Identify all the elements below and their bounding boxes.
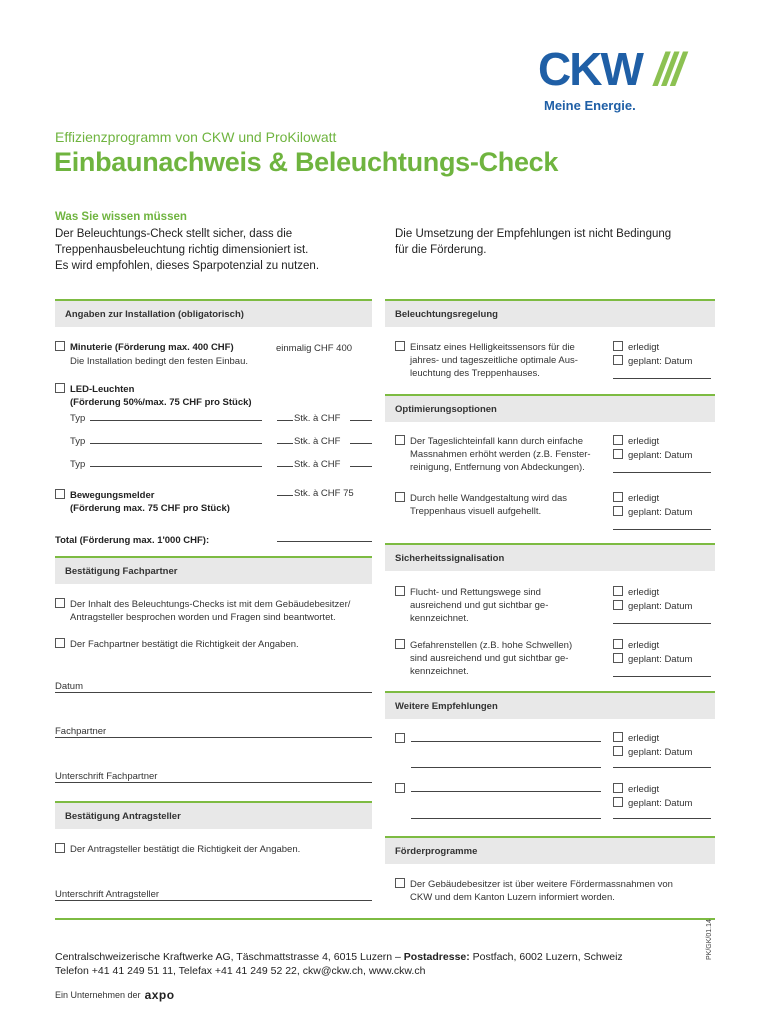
- led-label-1: LED-Leuchten: [70, 384, 135, 395]
- security-text: ausreichend und gut sichtbar ge-: [410, 600, 549, 611]
- datum-label: Datum: [55, 681, 83, 692]
- signature-applicant-label: Unterschrift Antragsteller: [55, 889, 160, 900]
- section-installation-title: Angaben zur Installation (obligatorisch): [65, 308, 244, 320]
- optimization-text: reinigung, Entfernung von Abdeckungen).: [410, 462, 585, 473]
- security-checkbox-1[interactable]: [395, 586, 405, 596]
- ckw-logo-letters: CKW: [538, 43, 642, 95]
- typ-label: Typ: [70, 459, 86, 470]
- footer-company-text: Ein Unternehmen der: [55, 989, 141, 1000]
- signature-partner-label: Unterschrift Fachpartner: [55, 771, 158, 782]
- status-geplant: [613, 506, 692, 519]
- section-optimization-title: Optimierungsoptionen: [395, 403, 497, 415]
- fachpartner-label: Fachpartner: [55, 726, 107, 737]
- geplant-checkbox[interactable]: [613, 653, 623, 663]
- security-text: Gefahrenstellen (z.B. hohe Schwellen): [410, 640, 573, 651]
- total-label: Total (Förderung max. 1'000 CHF):: [55, 535, 210, 546]
- geplant-label: geplant: Datum: [628, 507, 693, 518]
- section-applicant-header: [55, 801, 372, 829]
- status-erledigt: [613, 586, 659, 599]
- status-erledigt: [613, 341, 659, 354]
- optimization-item-2: [395, 492, 567, 518]
- motion-stk-input[interactable]: [277, 495, 293, 496]
- regulation-text: jahres- und tageszeitliche optimale Aus-: [410, 355, 578, 366]
- footer-postal-label: Postadresse:: [403, 951, 470, 963]
- axpo-logo: axpo: [144, 988, 175, 1002]
- applicant-check: [55, 843, 300, 856]
- page-title: Einbaunachweis & Beleuchtungs-Check: [54, 147, 559, 177]
- intro-left-text: [55, 226, 319, 274]
- more-checkbox-1[interactable]: [395, 733, 405, 743]
- led-label-2: (Förderung 50%/max. 75 CHF pro Stück): [70, 397, 252, 408]
- led-checkbox[interactable]: [55, 383, 65, 393]
- partner-check-1-text: Antragsteller besprochen worden und Fragen sind beantwortet.: [70, 612, 336, 623]
- section-applicant-title: Bestätigung Antragsteller: [65, 810, 181, 822]
- more-input[interactable]: [411, 791, 601, 792]
- footer-address: [55, 950, 623, 978]
- section-funding-title: Förderprogramme: [395, 845, 478, 857]
- chf-input[interactable]: [350, 466, 372, 467]
- erledigt-checkbox[interactable]: [613, 639, 623, 649]
- minuterie-checkbox[interactable]: [55, 341, 65, 351]
- regulation-item: [395, 341, 578, 380]
- status-erledigt: [613, 492, 659, 505]
- stk-label: Stk. à CHF: [294, 436, 341, 447]
- typ-label: Typ: [70, 413, 86, 424]
- security-item-2: [395, 639, 572, 678]
- intro-right-line: für die Förderung.: [395, 244, 487, 256]
- funding-text: Der Gebäudebesitzer ist über weitere Fördermassnahmen von: [410, 879, 673, 890]
- applicant-check-text: Der Antragsteller bestätigt die Richtigkeit der Angaben.: [70, 844, 301, 855]
- security-item-1: [395, 586, 548, 625]
- section-optimization-header: [385, 394, 715, 422]
- total-input[interactable]: [277, 541, 372, 542]
- erledigt-checkbox[interactable]: [613, 732, 623, 742]
- partner-check-2: [55, 638, 299, 651]
- geplant-label: geplant: Datum: [628, 654, 693, 665]
- optimization-text: Treppenhaus visuell aufgehellt.: [410, 506, 542, 517]
- motion-label-2: (Förderung max. 75 CHF pro Stück): [70, 503, 230, 514]
- status-geplant: [613, 449, 692, 462]
- status-erledigt: [613, 732, 659, 745]
- geplant-date-input[interactable]: [613, 767, 711, 768]
- typ-input[interactable]: [90, 466, 262, 467]
- intro-left-line: Der Beleuchtungs-Check stellt sicher, dass die: [55, 228, 293, 240]
- geplant-date-input[interactable]: [613, 818, 711, 819]
- status-geplant: [613, 653, 692, 666]
- section-partner-title: Bestätigung Fachpartner: [65, 565, 178, 577]
- geplant-label: geplant: Datum: [628, 601, 693, 612]
- intro-right-text: [395, 226, 671, 258]
- security-text: Flucht- und Rettungswege sind: [410, 587, 541, 598]
- partner-check-2-text: Der Fachpartner bestätigt die Richtigkeit der Angaben.: [70, 639, 299, 650]
- status-geplant: [613, 600, 692, 613]
- regulation-text: Einsatz eines Helligkeitssensors für die: [410, 342, 575, 353]
- optimization-checkbox-2[interactable]: [395, 492, 405, 502]
- partner-checkbox-1[interactable]: [55, 598, 65, 608]
- section-more-title: Weitere Empfehlungen: [395, 700, 498, 712]
- optimization-text: Massnahmen erhöht werden (z.B. Fenster-: [410, 449, 591, 460]
- minuterie-row: [55, 341, 248, 368]
- motion-label-1: Bewegungsmelder: [70, 490, 155, 501]
- fachpartner-input[interactable]: [55, 737, 372, 738]
- ckw-logo-slashes: ///: [654, 43, 681, 95]
- erledigt-label: erledigt: [628, 342, 660, 353]
- document-code: PK/GK/01.14: [706, 919, 713, 960]
- more-input[interactable]: [411, 767, 601, 768]
- minuterie-note: Die Installation bedingt den festen Einbau.: [70, 356, 248, 367]
- section-regulation-header: [385, 299, 715, 327]
- erledigt-label: erledigt: [628, 733, 660, 744]
- geplant-checkbox[interactable]: [613, 746, 623, 756]
- geplant-label: geplant: Datum: [628, 747, 693, 758]
- intro-right-line: Die Umsetzung der Empfehlungen ist nicht Bedingung: [395, 228, 672, 240]
- led-row: [55, 383, 252, 409]
- typ-input[interactable]: [90, 420, 262, 421]
- status-erledigt: [613, 639, 659, 652]
- partner-checkbox-2[interactable]: [55, 638, 65, 648]
- erledigt-label: erledigt: [628, 436, 660, 447]
- geplant-label: geplant: Datum: [628, 798, 693, 809]
- funding-item: [395, 878, 673, 904]
- geplant-date-input[interactable]: [613, 676, 711, 677]
- signature-partner-input[interactable]: [55, 782, 372, 783]
- more-input[interactable]: [411, 741, 601, 742]
- optimization-text: Durch helle Wandgestaltung wird das: [410, 493, 568, 504]
- more-input[interactable]: [411, 818, 601, 819]
- footer-company: [55, 988, 175, 1002]
- geplant-checkbox[interactable]: [613, 506, 623, 516]
- geplant-date-input[interactable]: [613, 472, 711, 473]
- geplant-date-input[interactable]: [613, 623, 711, 624]
- stk-label: Stk. à CHF: [294, 413, 341, 424]
- security-text: sind ausreichend und gut sichtbar ge-: [410, 653, 569, 664]
- status-geplant: [613, 746, 692, 759]
- optimization-checkbox-1[interactable]: [395, 435, 405, 445]
- erledigt-label: erledigt: [628, 640, 660, 651]
- section-security-header: [385, 543, 715, 571]
- geplant-checkbox[interactable]: [613, 355, 623, 365]
- geplant-checkbox[interactable]: [613, 449, 623, 459]
- datum-input[interactable]: [55, 692, 372, 693]
- stk-label: Stk. à CHF: [294, 459, 341, 470]
- intro-left-line: Es wird empfohlen, dieses Sparpotenzial zu nutzen.: [55, 260, 320, 272]
- regulation-checkbox[interactable]: [395, 341, 405, 351]
- erledigt-label: erledigt: [628, 587, 660, 598]
- status-geplant: [613, 797, 692, 810]
- security-checkbox-2[interactable]: [395, 639, 405, 649]
- footer-postal-text: Postfach, 6002 Luzern, Schweiz: [469, 951, 623, 963]
- status-erledigt: [613, 783, 659, 796]
- geplant-label: geplant: Datum: [628, 356, 693, 367]
- chf-input[interactable]: [350, 420, 372, 421]
- section-security-title: Sicherheitssignalisation: [395, 552, 505, 564]
- applicant-checkbox[interactable]: [55, 843, 65, 853]
- erledigt-checkbox[interactable]: [613, 341, 623, 351]
- motion-row: [55, 489, 230, 515]
- stk-input[interactable]: [277, 443, 293, 444]
- section-installation-header: [55, 299, 372, 327]
- geplant-label: geplant: Datum: [628, 450, 693, 461]
- optimization-item-1: [395, 435, 591, 474]
- geplant-checkbox[interactable]: [613, 797, 623, 807]
- optimization-text: Der Tageslichteinfall kann durch einfache: [410, 436, 584, 447]
- footer-divider: [55, 918, 715, 920]
- security-text: kennzeichnet.: [410, 666, 469, 677]
- minuterie-price: einmalig CHF 400: [276, 343, 353, 354]
- funding-checkbox[interactable]: [395, 878, 405, 888]
- partner-check-1-text: Der Inhalt des Beleuchtungs-Checks ist mit dem Gebäudebesitzer/: [70, 599, 351, 610]
- stk-input[interactable]: [277, 466, 293, 467]
- section-regulation-title: Beleuchtungsregelung: [395, 308, 498, 320]
- motion-price: Stk. à CHF 75: [294, 488, 354, 499]
- geplant-checkbox[interactable]: [613, 600, 623, 610]
- erledigt-label: erledigt: [628, 493, 660, 504]
- erledigt-checkbox[interactable]: [613, 435, 623, 445]
- typ-input[interactable]: [90, 443, 262, 444]
- section-more-header: [385, 691, 715, 719]
- intro-heading: Was Sie wissen müssen: [55, 211, 187, 223]
- erledigt-checkbox[interactable]: [613, 586, 623, 596]
- stk-input[interactable]: [277, 420, 293, 421]
- status-erledigt: [613, 435, 659, 448]
- erledigt-label: erledigt: [628, 784, 660, 795]
- erledigt-checkbox[interactable]: [613, 783, 623, 793]
- minuterie-label: Minuterie (Förderung max. 400 CHF): [70, 342, 234, 353]
- footer-contact: Telefon +41 41 249 51 11, Telefax +41 41 249 52 22, ckw@ckw.ch, www.ckw.ch: [55, 965, 426, 977]
- page-subtitle: Effizienzprogramm von CKW und ProKilowatt: [55, 129, 337, 145]
- status-geplant: [613, 355, 692, 368]
- chf-input[interactable]: [350, 443, 372, 444]
- typ-label: Typ: [70, 436, 86, 447]
- funding-text: CKW und dem Kanton Luzern informiert worden.: [410, 892, 615, 903]
- geplant-date-input[interactable]: [613, 529, 711, 530]
- more-checkbox-2[interactable]: [395, 783, 405, 793]
- section-funding-header: [385, 836, 715, 864]
- section-partner-header: [55, 556, 372, 584]
- geplant-date-input[interactable]: [613, 378, 711, 379]
- security-text: kennzeichnet.: [410, 613, 469, 624]
- footer-address-text: Centralschweizerische Kraftwerke AG, Täschmattstrasse 4, 6015 Luzern –: [55, 951, 404, 963]
- ckw-logo: [538, 43, 718, 116]
- motion-checkbox[interactable]: [55, 489, 65, 499]
- intro-left-line: Treppenhausbeleuchtung richtig dimensioniert ist.: [55, 244, 309, 256]
- ckw-tagline: Meine Energie.: [544, 98, 636, 113]
- partner-check-1: [55, 598, 350, 624]
- erledigt-checkbox[interactable]: [613, 492, 623, 502]
- regulation-text: leuchtung des Treppenhauses.: [410, 368, 540, 379]
- signature-applicant-input[interactable]: [55, 900, 372, 901]
